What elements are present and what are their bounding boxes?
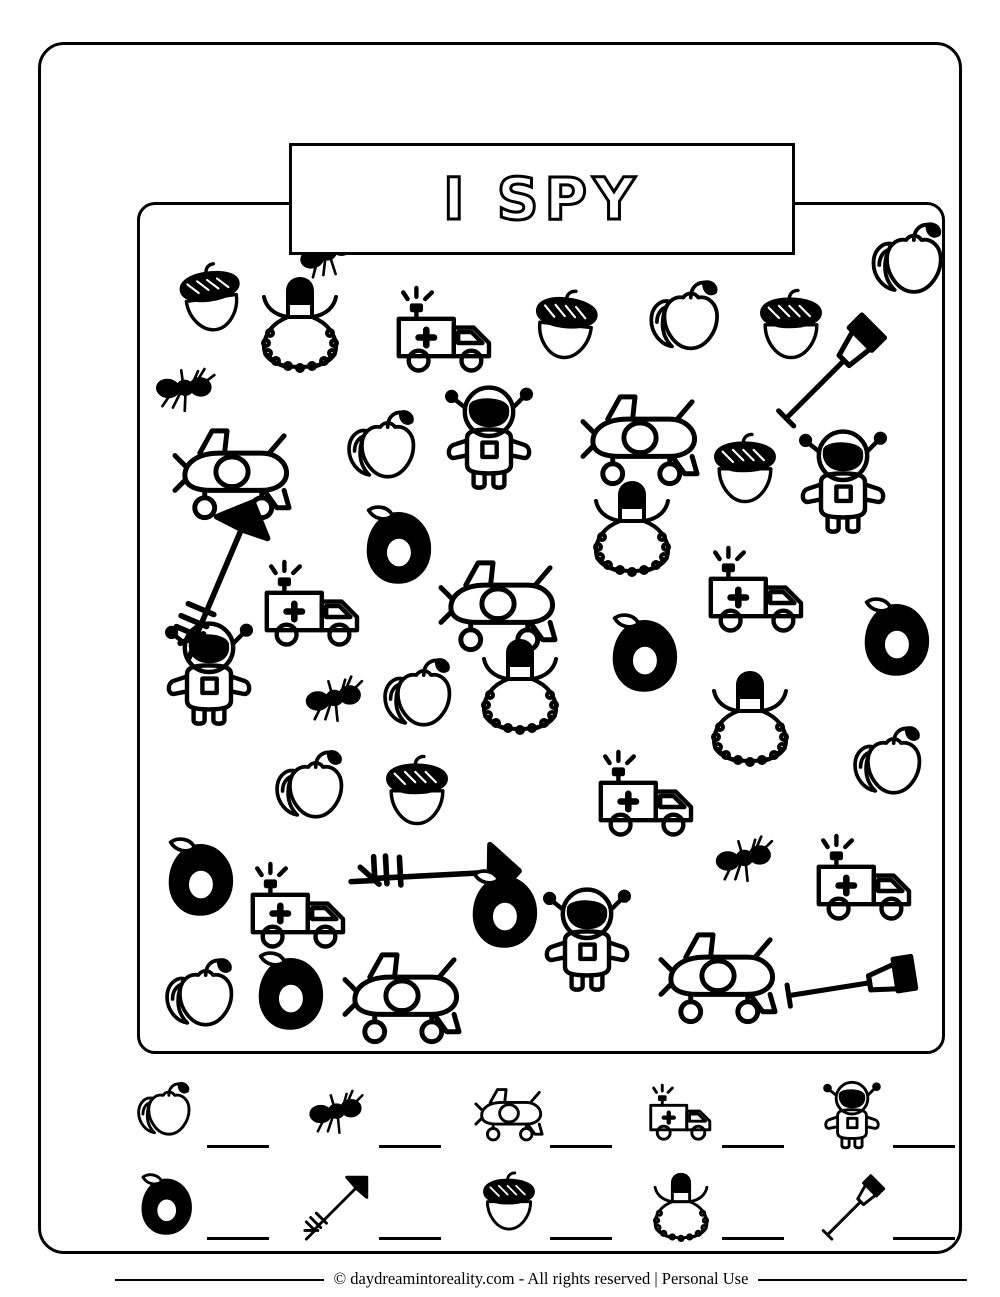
grid-acorn-icon[interactable] bbox=[702, 431, 788, 517]
answer-key-cell-acorn bbox=[458, 1163, 624, 1249]
answer-key bbox=[115, 1071, 967, 1251]
astronaut-icon bbox=[813, 1074, 891, 1154]
answer-line-astronaut[interactable] bbox=[893, 1111, 955, 1148]
grid-apron-icon[interactable] bbox=[470, 635, 570, 735]
arrow-icon bbox=[299, 1166, 377, 1246]
grid-apple-icon[interactable] bbox=[844, 721, 936, 813]
grid-astronaut-icon[interactable] bbox=[532, 883, 642, 993]
grid-astronaut-icon[interactable] bbox=[434, 381, 544, 491]
answer-key-cell-axe bbox=[801, 1163, 967, 1249]
grid-avocado-icon[interactable] bbox=[154, 833, 246, 925]
ant-icon bbox=[299, 1074, 377, 1154]
answer-line-ant[interactable] bbox=[379, 1111, 441, 1148]
footer-divider-right bbox=[758, 1278, 967, 1281]
grid-ant-icon[interactable] bbox=[708, 823, 784, 899]
answer-line-acorn[interactable] bbox=[550, 1203, 612, 1240]
grid-astronaut-icon[interactable] bbox=[154, 617, 264, 727]
answer-line-axe[interactable] bbox=[893, 1203, 955, 1240]
grid-ant-icon[interactable] bbox=[298, 663, 374, 739]
grid-apple-icon[interactable] bbox=[338, 405, 430, 497]
avocado-icon bbox=[127, 1166, 205, 1246]
answer-key-cell-airplane bbox=[458, 1071, 624, 1157]
answer-key-cell-astronaut bbox=[801, 1071, 967, 1157]
grid-apron-icon[interactable] bbox=[582, 477, 682, 577]
answer-line-apron[interactable] bbox=[722, 1203, 784, 1240]
apron-icon bbox=[642, 1166, 720, 1246]
grid-apron-icon[interactable] bbox=[250, 273, 350, 373]
grid-acorn-icon[interactable] bbox=[518, 283, 613, 378]
grid-avocado-icon[interactable] bbox=[244, 947, 336, 1039]
grid-airplane-icon[interactable] bbox=[340, 935, 464, 1054]
answer-key-cell-apple bbox=[115, 1071, 281, 1157]
answer-line-ambulance[interactable] bbox=[722, 1111, 784, 1148]
acorn-icon bbox=[470, 1166, 548, 1246]
grid-apron-icon[interactable] bbox=[700, 667, 800, 767]
grid-avocado-icon[interactable] bbox=[850, 593, 942, 685]
grid-apple-icon[interactable] bbox=[266, 745, 358, 837]
grid-ambulance-icon[interactable] bbox=[592, 741, 702, 851]
search-grid-panel bbox=[137, 202, 945, 1054]
answer-key-cell-ambulance bbox=[630, 1071, 796, 1157]
grid-apple-icon[interactable] bbox=[640, 275, 734, 369]
answer-key-cell-ant bbox=[287, 1071, 453, 1157]
answer-key-cell-arrow bbox=[287, 1163, 453, 1249]
answer-key-row bbox=[115, 1163, 967, 1249]
grid-ambulance-icon[interactable] bbox=[258, 551, 368, 661]
ambulance-icon bbox=[642, 1074, 720, 1154]
worksheet-page bbox=[38, 42, 962, 1288]
grid-ambulance-icon[interactable] bbox=[702, 537, 812, 647]
answer-key-cell-apron bbox=[630, 1163, 796, 1249]
apple-icon bbox=[127, 1074, 205, 1154]
grid-avocado-icon[interactable] bbox=[598, 609, 690, 701]
grid-airplane-icon[interactable] bbox=[656, 915, 780, 1039]
answer-line-avocado[interactable] bbox=[207, 1203, 269, 1240]
answer-line-airplane[interactable] bbox=[550, 1111, 612, 1148]
grid-apple-icon[interactable] bbox=[156, 953, 248, 1045]
answer-key-cell-avocado bbox=[115, 1163, 281, 1249]
answer-key-row bbox=[115, 1071, 967, 1157]
grid-ambulance-icon[interactable] bbox=[390, 277, 500, 387]
axe-icon bbox=[813, 1166, 891, 1246]
answer-line-apple[interactable] bbox=[207, 1111, 269, 1148]
grid-apple-icon[interactable] bbox=[862, 217, 945, 313]
grid-axe-icon[interactable] bbox=[766, 305, 892, 431]
footer bbox=[115, 1261, 967, 1297]
title-banner bbox=[289, 143, 795, 255]
footer-divider-left bbox=[115, 1278, 324, 1281]
grid-acorn-icon[interactable] bbox=[165, 256, 260, 351]
copyright-text: © daydreamintoreality.com - All rights reserved | Personal Use bbox=[333, 1269, 749, 1288]
airplane-icon bbox=[470, 1074, 548, 1154]
page-title: I SPY bbox=[442, 165, 642, 233]
grid-apple-icon[interactable] bbox=[374, 653, 466, 745]
answer-line-arrow[interactable] bbox=[379, 1203, 441, 1240]
grid-astronaut-icon[interactable] bbox=[788, 425, 898, 535]
